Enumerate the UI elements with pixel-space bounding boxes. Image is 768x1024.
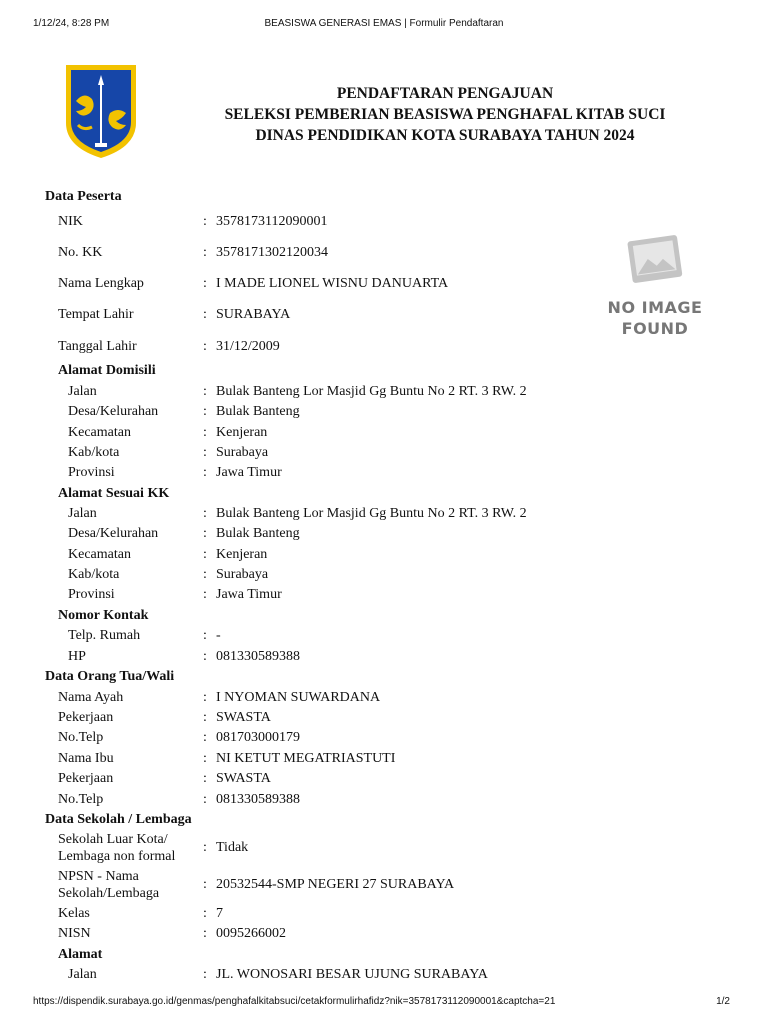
colon: : — [203, 877, 207, 892]
value-npsn: 20532544-SMP NEGERI 27 SURABAYA — [216, 877, 455, 892]
colon: : — [203, 771, 207, 786]
label-kelas: Kelas — [58, 906, 90, 921]
label-kk-desa: Desa/Kelurahan — [68, 526, 159, 541]
value-nama-lengkap: I MADE LIONEL WISNU DANUARTA — [216, 276, 449, 291]
label-nik: NIK — [58, 214, 83, 229]
colon: : — [203, 792, 207, 807]
form-title — [150, 83, 740, 146]
value-domisili-jalan: Bulak Banteng Lor Masjid Gg Buntu No 2 RT. 3 RW. 2 — [216, 384, 527, 399]
label-domisili-kecamatan: Kecamatan — [68, 425, 131, 440]
label-pekerjaan-ibu: Pekerjaan — [58, 771, 114, 786]
colon: : — [203, 506, 207, 521]
label-sekolah-luar-kota-line-2: Lembaga non formal — [58, 849, 176, 864]
value-pekerjaan-ibu: SWASTA — [216, 771, 271, 786]
label-no-kk: No. KK — [58, 245, 103, 260]
value-sekolah-luar-kota: Tidak — [216, 840, 249, 855]
no-image-found-label — [600, 297, 710, 339]
section-data-orang-tua: Data Orang Tua/Wali — [45, 669, 175, 684]
value-telp-ibu: 081330589388 — [216, 792, 300, 807]
value-telp-rumah: - — [216, 628, 221, 643]
subsection-alamat-sekolah: Alamat — [58, 947, 103, 962]
value-kk-desa: Bulak Banteng — [216, 526, 300, 541]
subsection-nomor-kontak: Nomor Kontak — [58, 608, 149, 623]
subsection-alamat-domisili: Alamat Domisili — [58, 363, 156, 378]
print-page-number: 1/2 — [716, 996, 730, 1007]
value-no-kk: 3578171302120034 — [216, 245, 328, 260]
title-line-3: DINAS PENDIDIKAN KOTA SURABAYA TAHUN 2024 — [255, 127, 635, 144]
label-domisili-provinsi: Provinsi — [68, 465, 115, 480]
value-nama-ibu: NI KETUT MEGATRIASTUTI — [216, 751, 396, 766]
value-kelas: 7 — [216, 906, 223, 921]
label-nama-lengkap: Nama Lengkap — [58, 276, 144, 291]
colon: : — [203, 526, 207, 541]
colon: : — [203, 384, 207, 399]
value-nik: 3578173112090001 — [216, 214, 328, 229]
value-domisili-provinsi: Jawa Timur — [216, 465, 282, 480]
section-data-peserta: Data Peserta — [45, 189, 122, 204]
print-url: https://dispendik.surabaya.go.id/genmas/penghafalkitabsuci/cetakformulirhafidz?nik=3578173112090001&captcha=21 — [33, 996, 556, 1007]
value-domisili-desa: Bulak Banteng — [216, 404, 300, 419]
subsection-alamat-kk: Alamat Sesuai KK — [58, 486, 170, 501]
value-kk-kecamatan: Kenjeran — [216, 547, 268, 562]
label-tanggal-lahir: Tanggal Lahir — [58, 339, 137, 354]
label-pekerjaan-ayah: Pekerjaan — [58, 710, 114, 725]
label-domisili-jalan: Jalan — [68, 384, 97, 399]
colon: : — [203, 404, 207, 419]
label-telp-ayah: No.Telp — [58, 730, 104, 745]
colon: : — [203, 214, 207, 229]
colon: : — [203, 587, 207, 602]
value-sekolah-jalan: JL. WONOSARI BESAR UJUNG SURABAYA — [216, 967, 488, 982]
label-kk-kecamatan: Kecamatan — [68, 547, 131, 562]
label-npsn-line-1: NPSN - Nama — [58, 869, 139, 884]
label-npsn-line-2: Sekolah/Lembaga — [58, 886, 160, 901]
colon: : — [203, 465, 207, 480]
print-page-title: BEASISWA GENERASI EMAS | Formulir Pendaftaran — [264, 18, 504, 29]
value-kk-jalan: Bulak Banteng Lor Masjid Gg Buntu No 2 RT. 3 RW. 2 — [216, 506, 527, 521]
colon: : — [203, 926, 207, 941]
colon: : — [203, 751, 207, 766]
label-kk-kab: Kab/kota — [68, 567, 120, 582]
label-nama-ayah: Nama Ayah — [58, 690, 124, 705]
label-tempat-lahir: Tempat Lahir — [58, 307, 134, 322]
title-line-1: PENDAFTARAN PENGAJUAN — [336, 85, 554, 102]
colon: : — [203, 547, 207, 562]
label-hp: HP — [68, 649, 86, 664]
colon: : — [203, 710, 207, 725]
section-data-sekolah: Data Sekolah / Lembaga — [45, 812, 192, 827]
colon: : — [203, 906, 207, 921]
value-nama-ayah: I NYOMAN SUWARDANA — [216, 690, 381, 705]
value-nisn: 0095266002 — [216, 926, 286, 941]
label-nama-ibu: Nama Ibu — [58, 751, 114, 766]
value-domisili-kecamatan: Kenjeran — [216, 425, 268, 440]
no-image-line-2: FOUND — [621, 319, 689, 338]
colon: : — [203, 628, 207, 643]
surabaya-crest-logo — [62, 61, 140, 161]
label-nisn: NISN — [58, 926, 91, 941]
value-domisili-kab: Surabaya — [216, 445, 269, 460]
label-kk-jalan: Jalan — [68, 506, 97, 521]
colon: : — [203, 649, 207, 664]
value-pekerjaan-ayah: SWASTA — [216, 710, 271, 725]
label-telp-rumah: Telp. Rumah — [68, 628, 141, 643]
value-kk-provinsi: Jawa Timur — [216, 587, 282, 602]
colon: : — [203, 690, 207, 705]
colon: : — [203, 339, 207, 354]
colon: : — [203, 245, 207, 260]
colon: : — [203, 307, 207, 322]
label-telp-ibu: No.Telp — [58, 792, 104, 807]
value-tanggal-lahir: 31/12/2009 — [216, 339, 280, 354]
value-hp: 081330589388 — [216, 649, 300, 664]
label-domisili-desa: Desa/Kelurahan — [68, 404, 159, 419]
colon: : — [203, 425, 207, 440]
label-domisili-kab: Kab/kota — [68, 445, 120, 460]
value-kk-kab: Surabaya — [216, 567, 269, 582]
print-datetime: 1/12/24, 8:28 PM — [33, 18, 110, 29]
colon: : — [203, 840, 207, 855]
colon: : — [203, 567, 207, 582]
value-telp-ayah: 081703000179 — [216, 730, 300, 745]
value-tempat-lahir: SURABAYA — [216, 307, 291, 322]
colon: : — [203, 730, 207, 745]
colon: : — [203, 276, 207, 291]
no-image-line-1: NO IMAGE — [607, 298, 703, 317]
colon: : — [203, 967, 207, 982]
title-line-2: SELEKSI PEMBERIAN BEASISWA PENGHAFAL KITAB SUCI — [224, 106, 666, 123]
label-sekolah-jalan: Jalan — [68, 967, 97, 982]
label-sekolah-luar-kota-line-1: Sekolah Luar Kota/ — [58, 832, 168, 847]
label-kk-provinsi: Provinsi — [68, 587, 115, 602]
colon: : — [203, 445, 207, 460]
